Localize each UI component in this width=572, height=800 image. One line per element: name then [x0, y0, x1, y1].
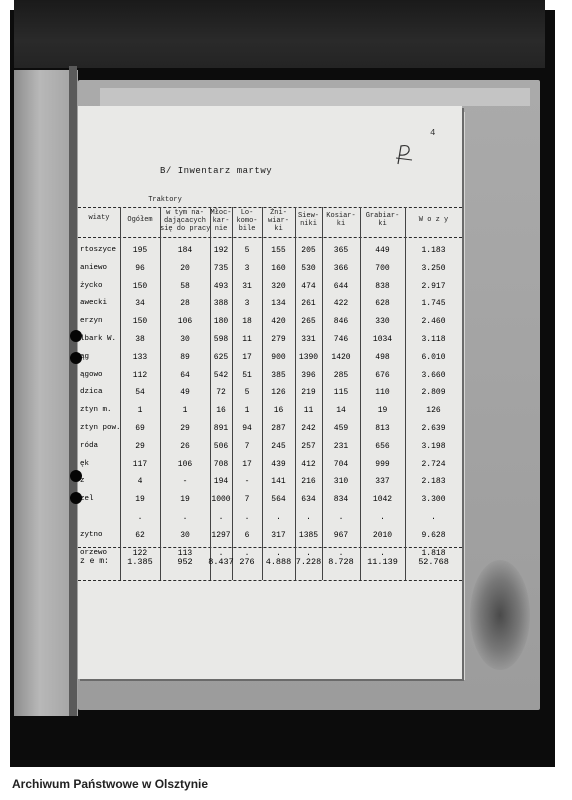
table-cell: 126 — [271, 388, 286, 398]
total-cell: 52.768 — [418, 557, 449, 567]
table-cell: 746 — [333, 335, 349, 344]
row-name: erzyn — [80, 317, 103, 326]
table-cell: 29 — [135, 441, 145, 451]
table-cell: 287 — [271, 424, 286, 433]
table-cell: 155 — [271, 246, 286, 255]
table-cell: 3.300 — [421, 495, 446, 505]
table-cell: 72 — [216, 388, 226, 398]
table-cell: 5 — [244, 388, 250, 398]
table-cell: 89 — [180, 352, 190, 362]
table-cell: - — [182, 477, 188, 487]
table-cell: 1 — [182, 406, 188, 416]
table-cell: . — [137, 513, 143, 522]
table-cell: 1390 — [298, 352, 319, 362]
header-ogolem: Ogółem — [127, 216, 153, 224]
table-cell: 564 — [271, 495, 286, 505]
table-cell: 113 — [177, 548, 193, 558]
table-cell: 19 — [180, 495, 190, 505]
table-cell: 2.917 — [421, 281, 446, 291]
table-cell: 31 — [242, 281, 252, 291]
table-cell: 493 — [213, 281, 229, 291]
table-cell: 846 — [333, 317, 349, 327]
total-cell: 8.437 — [208, 557, 234, 567]
table-cell: 205 — [301, 246, 316, 255]
table-cell: 7 — [244, 495, 250, 505]
table-cell: 2.639 — [421, 424, 446, 433]
table-cell: 106 — [177, 459, 193, 469]
table-cell: . — [306, 548, 311, 558]
table-cell: 834 — [333, 495, 349, 505]
section-heading: B/ Inwentarz martwy — [160, 166, 273, 176]
table-cell: 242 — [301, 424, 316, 433]
table-cell: 365 — [333, 246, 349, 255]
table-cell: 19 — [377, 406, 388, 416]
row-name: rtoszyce — [80, 246, 117, 254]
table-cell: 1.818 — [421, 548, 446, 558]
table-cell: 3.250 — [421, 263, 446, 273]
table-cell: 704 — [333, 459, 349, 469]
stain — [470, 560, 530, 670]
header-lokomobile: Lo- komo- bile — [236, 209, 258, 233]
table-cell: 14 — [336, 406, 346, 416]
table-cell: 115 — [333, 388, 349, 398]
table-cell: 366 — [333, 263, 349, 273]
header-w-tym: w tym na- dającacych się do pracy — [160, 209, 211, 233]
table-cell: . — [380, 548, 385, 558]
row-name: orzewo — [80, 548, 108, 557]
table-cell: 30 — [180, 530, 190, 540]
table-cell: 231 — [333, 441, 349, 451]
table-cell: 3.660 — [421, 370, 446, 380]
header-wozy: W o z y — [418, 216, 449, 224]
table-cell: 16 — [273, 406, 284, 416]
table-cell: 16 — [216, 406, 226, 416]
table-cell: . — [218, 548, 224, 558]
table-cell: 5 — [244, 246, 250, 255]
table-cell: 2.724 — [421, 459, 446, 469]
table-cell: 30 — [180, 335, 190, 344]
footer-bar — [0, 767, 572, 800]
row-name: ęk — [80, 459, 90, 468]
table-cell: . — [244, 513, 250, 522]
table-cell: 310 — [333, 477, 349, 487]
table-cell: 62 — [135, 530, 145, 540]
table-cell: 644 — [333, 281, 349, 291]
table-cell: 656 — [375, 441, 390, 451]
table-cell: . — [276, 513, 281, 522]
table-cell: 279 — [271, 335, 286, 344]
table-cell: 265 — [301, 317, 316, 327]
table-cell: 219 — [301, 388, 316, 398]
table-cell: 261 — [301, 299, 316, 309]
table-cell: 625 — [213, 352, 229, 362]
page-mark: 4 — [430, 128, 436, 138]
table-cell: . — [306, 513, 311, 522]
table-cell: 6 — [244, 530, 250, 540]
table-cell: 9.628 — [421, 530, 446, 540]
row-name: ąg — [80, 352, 90, 361]
table-cell: 422 — [333, 299, 349, 309]
table-cell: 1 — [137, 406, 143, 416]
table-cell: - — [244, 477, 250, 487]
table-cell: 439 — [271, 459, 286, 469]
table-cell: 891 — [213, 424, 229, 433]
handwritten-mark — [392, 142, 416, 168]
table-cell: 1034 — [372, 335, 393, 344]
table-cell: 498 — [375, 352, 390, 362]
table-cell: 459 — [333, 424, 349, 433]
total-cell: 952 — [177, 557, 193, 567]
row-name: ztyn pow. — [80, 424, 121, 432]
table-cell: 195 — [132, 246, 148, 255]
table-cell: 192 — [213, 246, 229, 255]
row-name: z — [80, 477, 85, 486]
row-name: życko — [80, 281, 103, 290]
table-cell: 634 — [301, 495, 316, 505]
table-cell: 2010 — [372, 530, 393, 540]
header-traktory: Traktory — [148, 196, 182, 204]
table-cell: 38 — [135, 335, 145, 344]
header-kosiarki: Kosiar- ki — [326, 212, 356, 228]
row-name: dzica — [80, 388, 103, 397]
table-cell: 3.198 — [421, 441, 446, 451]
table-cell: 474 — [301, 281, 316, 291]
table-cell: 150 — [132, 281, 148, 291]
table-cell: 838 — [375, 281, 390, 291]
table-cell: 54 — [135, 388, 145, 398]
table-cell: 69 — [135, 424, 145, 433]
table-cell: . — [338, 513, 344, 522]
table-cell: 1042 — [372, 495, 393, 505]
table-cell: 29 — [180, 424, 190, 433]
table-cell: 20 — [180, 263, 190, 273]
table-cell: 94 — [242, 424, 252, 433]
header-zniwiarki: Żni- wiar- ki — [267, 209, 289, 233]
total-cell: 1.385 — [127, 557, 153, 567]
table-cell: 4 — [137, 477, 143, 487]
table-cell: . — [338, 548, 344, 558]
table-cell: 735 — [213, 263, 229, 273]
total-cell: 8.728 — [328, 557, 354, 567]
table-cell: 598 — [213, 335, 229, 344]
table-cell: 1000 — [211, 495, 231, 505]
table-cell: 28 — [180, 299, 190, 309]
table-cell: 96 — [135, 263, 145, 273]
table-cell: . — [431, 513, 436, 522]
table-cell: 49 — [180, 388, 190, 398]
table-cell: 106 — [177, 317, 193, 327]
table-cell: 449 — [375, 246, 390, 255]
binder-strip — [100, 88, 530, 106]
table-cell: 64 — [180, 370, 190, 380]
table-cell: 117 — [132, 459, 148, 469]
table-cell: 3 — [244, 299, 250, 309]
table-cell: 396 — [301, 370, 316, 380]
table-cell: . — [244, 548, 250, 558]
table-cell: 2.183 — [421, 477, 446, 487]
table-cell: 194 — [213, 477, 229, 487]
folder-spine — [69, 66, 77, 716]
archive-name: Archiwum Państwowe w Olsztynie — [12, 777, 209, 791]
table-cell: 126 — [426, 406, 441, 416]
table-cell: 112 — [132, 370, 148, 380]
row-name: awecki — [80, 299, 108, 308]
table-cell: 506 — [213, 441, 229, 451]
table-cell: 11 — [242, 335, 252, 344]
table-cell: 3.118 — [421, 335, 446, 344]
table-cell: 245 — [271, 441, 286, 451]
table-cell: 967 — [333, 530, 349, 540]
header-grabiarki: Grabiar- ki — [365, 212, 400, 228]
table-cell: 122 — [132, 548, 148, 558]
table-cell: 184 — [177, 246, 193, 255]
table-cell: 257 — [301, 441, 316, 451]
table-cell: 330 — [375, 317, 390, 327]
header-powiaty: wiaty — [88, 214, 110, 222]
table-cell: 2.460 — [421, 317, 446, 327]
table-cell: 320 — [271, 281, 286, 291]
row-name: zel — [80, 495, 94, 504]
table-cell: 160 — [271, 263, 286, 273]
table-cell: 150 — [132, 317, 148, 327]
table-cell: 19 — [135, 495, 145, 505]
row-name: zytno — [80, 530, 103, 539]
column-divider — [405, 207, 406, 580]
table-cell: 17 — [242, 459, 252, 469]
table-cell: 17 — [242, 352, 252, 362]
table-cell: 1297 — [211, 530, 231, 540]
table-cell: . — [182, 513, 188, 522]
table-cell: 1385 — [298, 530, 319, 540]
row-name: ztyn m. — [80, 406, 112, 415]
background-wall — [14, 0, 545, 68]
table-cell: 676 — [375, 370, 390, 380]
total-cell: 7.228 — [295, 557, 322, 567]
table-cell: . — [380, 513, 385, 522]
table-cell: 110 — [375, 388, 390, 398]
table-cell: 34 — [135, 299, 145, 309]
table-cell: 813 — [375, 424, 390, 433]
header-siewniki: Siew- niki — [297, 212, 319, 228]
table-cell: 542 — [213, 370, 229, 380]
table-cell: . — [218, 513, 224, 522]
table-cell: 1420 — [331, 352, 351, 362]
header-mlocarnie: Młoc- kar- nie — [210, 209, 232, 233]
table-cell: 285 — [333, 370, 349, 380]
table-cell: 999 — [375, 459, 390, 469]
table-cell: 1 — [244, 406, 250, 416]
table-cell: 6.010 — [421, 352, 446, 362]
table-cell: 141 — [271, 477, 286, 487]
total-cell: 11.139 — [367, 557, 398, 567]
total-cell: 276 — [239, 557, 255, 567]
table-cell: 51 — [242, 370, 252, 380]
table-cell: 180 — [213, 317, 229, 327]
table-cell: 388 — [213, 299, 229, 309]
table-cell: 26 — [180, 441, 190, 451]
row-name: aniewo — [80, 263, 108, 272]
table-cell: 337 — [375, 477, 390, 487]
table-cell: 18 — [242, 317, 252, 327]
table-cell: 708 — [213, 459, 229, 469]
table-cell: 216 — [301, 477, 316, 487]
row-name: ągowo — [80, 370, 103, 379]
row-name: lbark W. — [80, 335, 117, 343]
table-cell: 317 — [271, 530, 286, 540]
table-cell: 331 — [301, 335, 316, 344]
total-label: z e m: — [80, 557, 109, 566]
table-cell: 134 — [271, 299, 286, 309]
table-cell: 700 — [375, 263, 390, 273]
table-cell: 900 — [271, 352, 286, 362]
total-cell: 4.888 — [265, 557, 292, 567]
table-rule-3 — [78, 580, 462, 581]
table-cell: 412 — [301, 459, 316, 469]
table-cell: 1.745 — [421, 299, 446, 309]
table-cell: 7 — [244, 441, 250, 451]
table-cell: 420 — [271, 317, 286, 327]
table-cell: 11 — [303, 406, 314, 416]
table-cell: 2.809 — [421, 388, 446, 398]
table-cell: 530 — [301, 263, 316, 273]
table-cell: 3 — [244, 263, 250, 273]
table-cell: 1.183 — [421, 246, 446, 255]
table-cell: 628 — [375, 299, 390, 309]
table-cell: . — [276, 548, 281, 558]
table-cell: 385 — [271, 370, 286, 380]
table-cell: 133 — [132, 352, 148, 362]
table-cell: 58 — [180, 281, 190, 291]
row-name: róda — [80, 441, 99, 450]
